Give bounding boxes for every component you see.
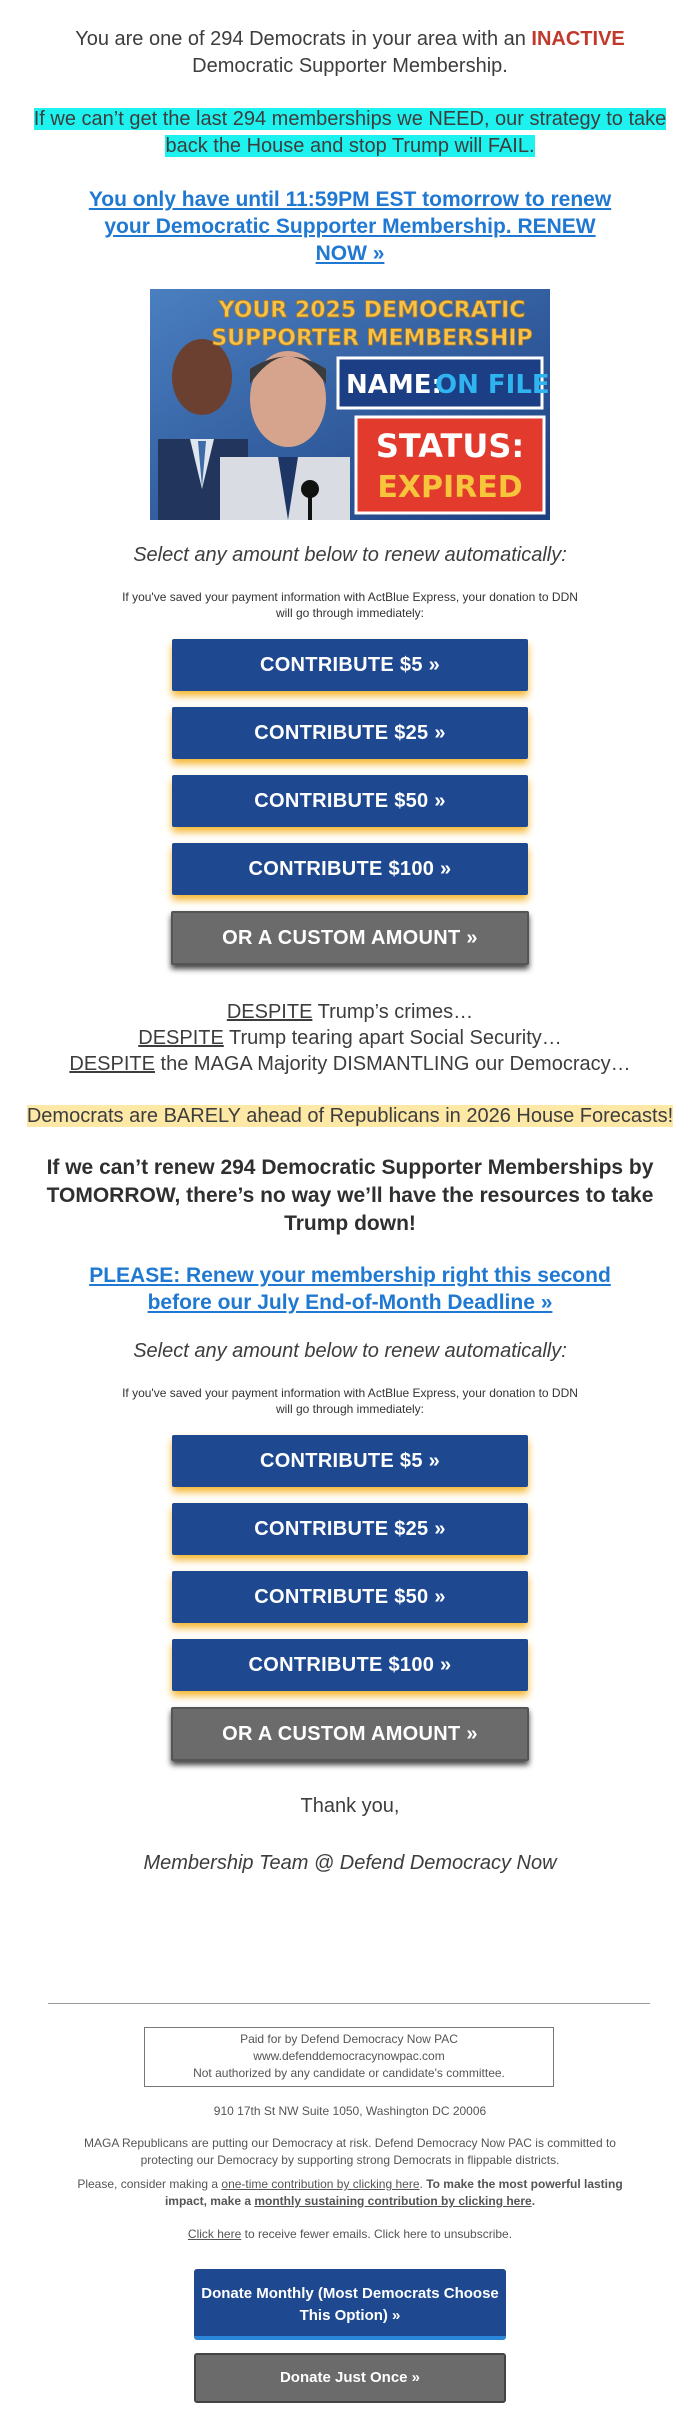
name-box	[338, 358, 550, 408]
footer-divider	[48, 2003, 650, 2004]
consider-bold-post: .	[531, 2194, 536, 2208]
resources-warning: If we can’t renew 294 Democratic Supporter Memberships by TOMORROW, there’s no way we’ll have the resources to take Trump down!	[46, 1156, 654, 1235]
custom-amount-button[interactable]: OR A CUSTOM AMOUNT »	[171, 911, 529, 965]
banner-title-line1: YOUR 2025 DEMOCRATIC	[218, 298, 526, 323]
consider-pre: Please, consider making a	[77, 2177, 222, 2191]
name-value: ON FILE	[435, 370, 550, 400]
despite-word: DESPITE	[226, 1001, 313, 1023]
one-time-contribution-link[interactable]: one-time contribution by clicking here	[221, 2177, 420, 2191]
contribute-50-button[interactable]: CONTRIBUTE $50 »	[172, 775, 528, 827]
contribute-25-button[interactable]: CONTRIBUTE $25 »	[172, 707, 528, 759]
please-renew-link[interactable]: PLEASE: Renew your membership right this second before our July End-of-Month Deadline »	[89, 1264, 611, 1314]
actblue-express-note-2: If you've saved your payment information with ActBlue Express, your donation to DDN will go through immediately:	[122, 1386, 578, 1416]
paid-by-text: Paid for by Defend Democracy Now PAC	[240, 2032, 458, 2046]
footer-consider	[55, 2176, 645, 2210]
custom-amount-button[interactable]: OR A CUSTOM AMOUNT »	[171, 1707, 529, 1761]
footer-address: 910 17th St NW Suite 1050, Washington DC 20006	[213, 2104, 487, 2118]
forecast-highlight: Democrats are BARELY ahead of Republicans in 2026 House Forecasts!	[26, 1105, 674, 1127]
website-text: www.defenddemocracynowpac.com	[253, 2049, 445, 2063]
select-amount-text: Select any amount below to renew automatically:	[133, 544, 567, 566]
consider-mid: .	[419, 2177, 427, 2191]
warning-highlight: If we can’t get the last 294 memberships we NEED, our strategy to take back the House and stop Trump will FAIL.	[33, 108, 667, 157]
inactive-label: INACTIVE	[531, 28, 625, 50]
despite-word: DESPITE	[138, 1027, 224, 1049]
donate-monthly-button[interactable]: Donate Monthly (Most Democrats Choose This Option) »	[194, 2269, 506, 2340]
contribute-5-button[interactable]: CONTRIBUTE $5 »	[172, 1435, 528, 1487]
intro-part1: You are one of 294 Democrats in your area with an	[75, 28, 532, 50]
status-value: EXPIRED	[377, 470, 523, 505]
despite-rest: the MAGA Majority DISMANTLING our Democracy…	[154, 1053, 631, 1075]
donate-once-button[interactable]: Donate Just Once »	[194, 2353, 506, 2403]
select-amount-text-2: Select any amount below to renew automatically:	[133, 1340, 567, 1362]
deadline-paragraph	[80, 186, 620, 267]
contribute-100-button[interactable]: CONTRIBUTE $100 »	[172, 1639, 528, 1691]
footer-fewer-emails	[0, 2226, 700, 2243]
name-label: NAME:	[346, 370, 442, 400]
banner-title-line2: SUPPORTER MEMBERSHIP	[211, 326, 533, 351]
donation-buttons-group-2	[0, 1435, 700, 1761]
status-label: STATUS:	[375, 427, 525, 465]
intro-part2: Democratic Supporter Membership.	[192, 55, 508, 77]
contribute-100-button[interactable]: CONTRIBUTE $100 »	[172, 843, 528, 895]
renew-now-link[interactable]: You only have until 11:59PM EST tomorrow to renew your Democratic Supporter Membership. RENEW NOW »	[88, 188, 612, 265]
despite-word: DESPITE	[69, 1053, 155, 1075]
status-box	[356, 417, 544, 513]
consider-bold-pre: To make the most powerful lasting impact, make a	[164, 2177, 623, 2208]
paid-for-box	[144, 2027, 554, 2087]
actblue-express-note: If you've saved your payment information with ActBlue Express, your donation to DDN will go through immediately:	[122, 590, 578, 620]
membership-expired-banner[interactable]	[150, 289, 550, 520]
despite-list	[0, 999, 700, 1077]
despite-rest: Trump tearing apart Social Security…	[223, 1027, 562, 1049]
thanks-text: Thank you,	[300, 1795, 400, 1817]
intro-text	[0, 0, 700, 80]
contribute-25-button[interactable]: CONTRIBUTE $25 »	[172, 1503, 528, 1555]
donation-buttons-group-1	[0, 639, 700, 965]
warning-text	[30, 106, 670, 160]
contribute-50-button[interactable]: CONTRIBUTE $50 »	[172, 1571, 528, 1623]
forecast-text	[0, 1103, 700, 1130]
signature: Membership Team @ Defend Democracy Now	[143, 1852, 557, 1874]
despite-rest: Trump’s crimes…	[312, 1001, 474, 1023]
please-paragraph	[60, 1262, 640, 1316]
not-authorized-text: Not authorized by any candidate or candidate's committee.	[193, 2066, 505, 2080]
fewer-emails-link[interactable]: Click here	[187, 2227, 242, 2241]
contribute-5-button[interactable]: CONTRIBUTE $5 »	[172, 639, 528, 691]
monthly-contribution-link[interactable]: monthly sustaining contribution by clicking here	[254, 2194, 532, 2208]
footer-mission: MAGA Republicans are putting our Democracy at risk. Defend Democracy Now PAC is committed to protecting our Democracy by supporting strong Democrats in flippable districts.	[84, 2136, 616, 2167]
unsubscribe-text[interactable]: to receive fewer emails. Click here to unsubscribe.	[241, 2227, 513, 2241]
